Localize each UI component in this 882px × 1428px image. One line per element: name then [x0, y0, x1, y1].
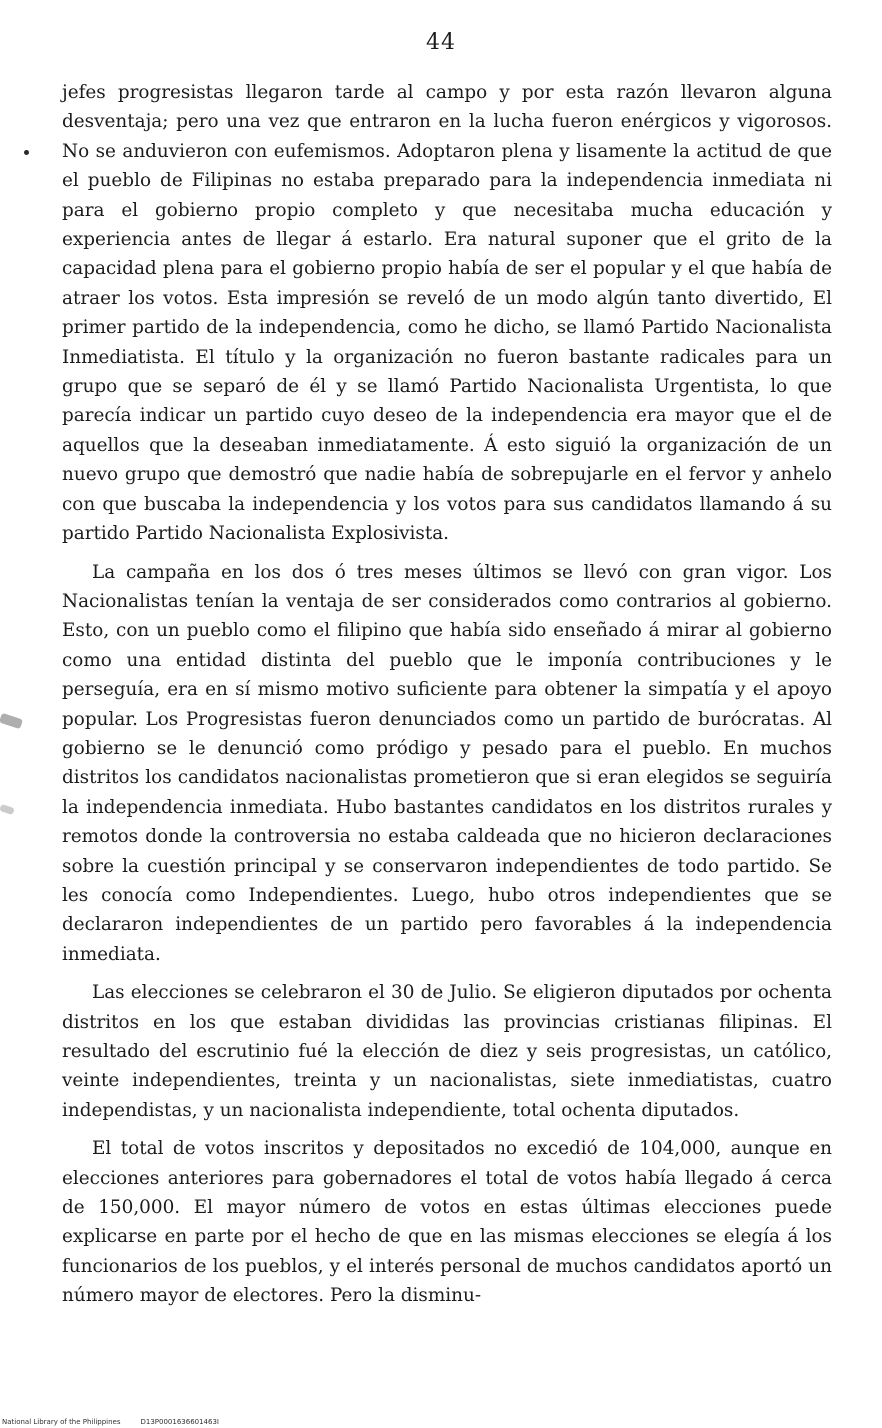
margin-smudge	[0, 713, 23, 729]
paragraph-elections: Las elecciones se celebraron el 30 de Julio. Se eligieron diputados por ochenta distritos en los que estaban divididas las provincias cristianas filipinas. El resultado del escrutinio fué la elección de diez y seis progresistas, un católico, veinte independientes, treinta y un nacionalistas, siete inmediatistas, cuatro independistas, y un nacionalista independiente, total ochenta diputados.	[62, 982, 832, 1121]
footer-library: National Library of the Philippines	[2, 1418, 121, 1426]
paragraph-campaign: La campaña en los dos ó tres meses últimos se llevó con gran vigor. Los Nacionalistas tenían la ventaja de ser considerados como contrarios al gobierno. Esto, con un pueblo como el filipino que había sido enseñado á mirar al gobierno como una entidad distinta del pueblo que le imponía contribuciones y le perseguía, era en sí mismo motivo suficiente para obtener la simpatía y el apoyo popular. Los Progresistas fueron denunciados como un partido de burócratas. Al gobierno se le denunció como pródigo y pesado para el pueblo. En muchos distritos los candidatos nacionalistas prometieron que si eran elegidos se seguiría la independencia inmediata. Hubo bastantes candidatos en los distritos rurales y remotos donde la controversia no estaba caldeada que no hicieron declaraciones sobre la cuestión principal y se conservaron independientes de todo partido. Se les conocía como Independientes. Luego, hubo otros independientes que se declararon independientes de un partido pero favorables á la independencia inmediata.	[62, 561, 832, 965]
page-number: 44	[426, 30, 456, 55]
body-text	[62, 78, 832, 1320]
margin-dot-mark	[24, 150, 29, 155]
margin-smudge	[0, 804, 15, 815]
paragraph-continuation: jefes progresistas llegaron tarde al campo y por esta razón llevaron alguna desventaja; pero una vez que entraron en la lucha fueron enérgicos y vigorosos. No se anduvieron con eufemismos. Adoptaron plena y lisamente la actitud de que el pueblo de Filipinas no estaba preparado para la independencia inmediata ni para el gobierno propio completo y que necesitaba mucha educación y experiencia antes de llegar á estarlo. Era natural suponer que el grito de la capacidad plena para el gobierno propio había de ser el popular y el que había de atraer los votos. Esta impresión se reveló de un modo algún tanto divertido, El primer partido de la independencia, como he dicho, se llamó Partido Nacionalista Inmediatista. El título y la organización no fueron bastante radicales para un grupo que se separó de él y se llamó Partido Nacionalista Urgentista, lo que parecía indicar un partido cuyo deseo de la independencia era mayor que el de aquellos que la deseaban inmediatamente. Á esto siguió la organización de un nuevo grupo que demostró que nadie había de sobrepujarle en el fervor y anhelo con que buscaba la independencia y los votos para sus candidatos llamando á su partido Partido Nacionalista Explosivista.	[62, 82, 832, 545]
footer-record-id: D13P0001636601463I	[140, 1418, 219, 1426]
scan-footer	[2, 1418, 239, 1426]
paragraph-votes: El total de votos inscritos y depositados no excedió de 104,000, aunque en elecciones anteriores para gobernadores el total de votos había llegado á cerca de 150,000. El mayor número de votos en estas últimas elecciones puede explicarse en parte por el hecho de que en las mismas elecciones se elegía á los funcionarios de los pueblos, y el interés personal de muchos candidatos aportó un número mayor de electores. Pero la disminu-	[62, 1138, 832, 1307]
